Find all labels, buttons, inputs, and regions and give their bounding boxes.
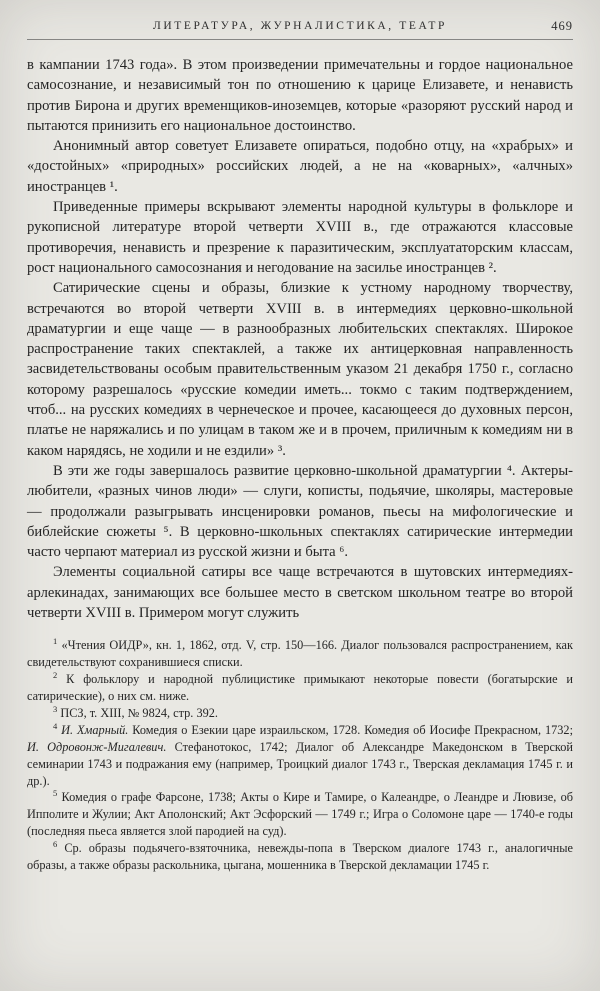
- footnote: [27, 637, 573, 671]
- footnote-author: И. Одровонж-Мигалевич.: [27, 739, 167, 754]
- footnote-text: Ср. образы подьячего-взяточника, невежды-попа в Тверском диалоге 1743 г., аналогичные образы, а также образы раскольника, цыгана, мошенника в Тверской декламации 1745 г.: [27, 841, 573, 873]
- footnote-text: Комедия о графе Фарсоне, 1738; Акты о Кире и Тамире, о Калеандре, о Леандре и Лювизе, об Ипполите и Жулии; Акт Аполонский; Акт Эсфорский — 1749 г.; Игра о Соломоне царе — 1740-е годы (последняя пьеса является злой пародией на суд).: [27, 790, 574, 839]
- footnotes: [27, 637, 573, 874]
- footnote-text: «Чтения ОИДР», кн. 1, 1862, отд. V, стр. 150—166. Диалог пользовался распространением, как свидетельствуют сохранившиеся списки.: [27, 638, 573, 670]
- footnote: [27, 722, 573, 790]
- footnote: [27, 789, 573, 840]
- footnote-marker: 5: [53, 788, 58, 799]
- paragraph: В эти же годы завершалось развитие церковно-школьной драматургии ⁴. Актеры-любители, «разных чинов люди» — слуги, кописты, подьячие, школяры, мастеровые — продолжали разыгрывать инсценировки романов, пьесы на мифологические и библейские сюжеты ⁵. В церковно-школьных спектаклях сатирические интермедии часто черпают материал из русской жизни и быта ⁶.: [27, 462, 573, 561]
- paragraph: Сатирические сцены и образы, близкие к устному народному творчеству, встречаются во второй четверти XVIII в. в интермедиях церковно-школьной драматургии и еще чаще — в разнообразных любительских спектаклях. Широкое распространение таких спектаклей, а также их антицерковная направленность засвидетельствованы особым правительственным указом 21 декабря 1750 г., согласно которому разрешалось «русские комедии иметь... токмо с таким подтверждением, чтоб... на русских комедиях в чернеческое и прочее, касающееся до духовных персон, платье не наряжались и по улицам в таком же и в прочем, приличным к комедиям ни в каком нарядясь, не ходили и не ездили» ³.: [27, 280, 573, 459]
- footnote-text: ПСЗ, т. XIII, № 9824, стр. 392.: [60, 705, 218, 720]
- footnote-text: Комедия о Езекии царе израильском, 1728. Комедия об Иосифе Прекрасном, 1732;: [128, 722, 574, 737]
- footnote: [27, 705, 573, 722]
- footnote-marker: 3: [53, 703, 58, 714]
- footnote-author: И. Хмарный.: [61, 722, 129, 737]
- footnote: [27, 671, 573, 705]
- footnote-marker: 1: [53, 636, 58, 647]
- footnote-text: К фольклору и народной публицистике примыкают некоторые повести (богатырские и сатирические), о них см. ниже.: [27, 672, 573, 704]
- paragraph: Анонимный автор советует Елизавете опираться, подобно отцу, на «храбрых» и «достойных» «природных» российских людей, а не на «коварных», «алчных» иностранцев ¹.: [27, 138, 573, 195]
- footnote-marker: 6: [53, 839, 58, 850]
- paragraph: Элементы социальной сатиры все чаще встречаются в шутовских интермедиях-арлекинадах, занимающих все большее место в светском школьном театре во второй четверти XVIII в. Примером могут служить: [27, 564, 573, 622]
- footnote: [27, 840, 573, 874]
- paragraph: Приведенные примеры вскрывают элементы народной культуры в фольклоре и рукописной литературе второй четверти XVIII в., где отражаются классовые противоречия, ненависть и презрение к паразитическим, эксплуататорским классам, рост национального самосознания и негодование на засилье иностранцев ².: [27, 199, 573, 276]
- running-head-title: ЛИТЕРАТУРА, ЖУРНАЛИСТИКА, ТЕАТР: [152, 20, 447, 32]
- paragraphs: [27, 55, 573, 623]
- paragraph: в кампании 1743 года». В этом произведении примечательны и гордое национальное самосознание, и независимый тон по отношению к царице Елизавете, и ненависть против Бирона и других временщиков-иноземцев, которые «разоряют русский народ и пытаются принизить его национальное достоинство.: [27, 57, 573, 134]
- footnote-marker: 4: [53, 720, 58, 731]
- page-number: 469: [551, 19, 573, 33]
- footnote-text: Стефанотокос, 1742; Диалог об Александре Македонском в Тверской семинарии 1743 и подражания ему (например, Троицкий диалог 1743 г., Тверская декламация 1745 г. и др.).: [27, 739, 574, 788]
- footnote-marker: 2: [53, 670, 58, 681]
- running-head: [27, 16, 573, 40]
